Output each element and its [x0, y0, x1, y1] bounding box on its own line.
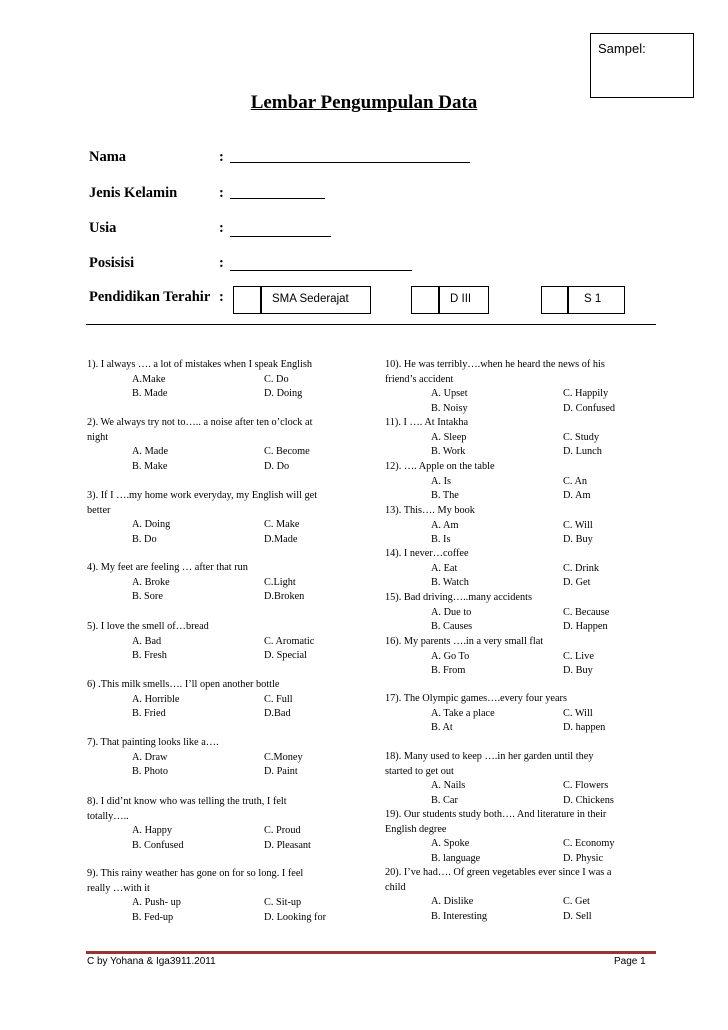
answer-option[interactable]: A. Doing [132, 519, 171, 530]
answer-option[interactable]: D. Get [563, 577, 591, 588]
field-colon-usia: : [219, 220, 224, 236]
answer-option[interactable]: B. Is [431, 534, 451, 545]
field-label-posisisi: Posisisi [89, 255, 135, 271]
question-text: 5). I love the smell of…bread [87, 621, 209, 632]
answer-option[interactable]: C.Money [264, 751, 303, 763]
answer-option[interactable]: B. Car [431, 794, 458, 806]
answer-option[interactable]: D. Paint [264, 766, 298, 777]
answer-option[interactable]: B. Noisy [431, 402, 468, 414]
field-label-usia: Usia [89, 220, 117, 236]
answer-option[interactable]: C. Because [563, 606, 610, 618]
answer-option[interactable]: B. Fried [132, 708, 166, 719]
answer-option[interactable]: C.Light [264, 576, 296, 588]
answer-option[interactable]: A. Upset [431, 388, 468, 399]
answer-option[interactable]: B. Confused [132, 839, 184, 851]
answer-option[interactable]: C. Make [264, 519, 300, 530]
field-colon-posisisi: : [219, 255, 224, 271]
answer-option[interactable]: B. Do [132, 533, 157, 545]
usia-input-line[interactable] [230, 236, 331, 237]
answer-option[interactable]: A. Made [132, 446, 169, 457]
answer-option[interactable]: A. Push- up [132, 897, 181, 908]
field-label-jenis-kelamin: Jenis Kelamin [89, 185, 178, 201]
answer-option[interactable]: A. Nails [431, 780, 466, 791]
answer-option[interactable]: C. Do [264, 373, 289, 385]
answer-option[interactable]: A. Take a place [431, 707, 495, 719]
question-text: night [87, 431, 109, 443]
answer-option[interactable]: B. Watch [431, 577, 469, 588]
question-text: 19). Our students study both…. And literature in their [385, 809, 607, 820]
question-text: 17). The Olympic games….every four years [385, 693, 567, 704]
answer-option[interactable]: D. Do [264, 460, 290, 472]
footer-credit: C by Yohana & Iga3911.2011 [87, 956, 216, 967]
answer-option[interactable]: C. Aromatic [264, 635, 315, 647]
answer-option[interactable]: B. From [431, 665, 466, 676]
answer-option[interactable]: D.Broken [264, 591, 305, 602]
answer-option[interactable]: B. The [431, 490, 459, 501]
answer-option[interactable]: B. Fed-up [132, 911, 174, 923]
question-text: 11). I …. At Intakha [385, 417, 469, 428]
answer-option[interactable]: A. Spoke [431, 838, 470, 849]
question-text: 7). That painting looks like a…. [87, 737, 219, 748]
answer-option[interactable]: B. Interesting [431, 910, 488, 922]
question-text: 2). We always try not to….. a noise after ten o’clock at [87, 417, 313, 428]
checkbox-d3[interactable] [411, 286, 439, 314]
question-text: 3). If I ….my home work everyday, my English will get [87, 490, 318, 501]
answer-option[interactable]: D. Special [264, 650, 307, 661]
page-title: Lembar Pengumpulan Data [250, 92, 478, 113]
question-text: 15). Bad driving…..many accidents [385, 592, 532, 603]
answer-option[interactable]: C. Flowers [563, 780, 609, 791]
answer-option[interactable]: B. Make [132, 460, 168, 472]
answer-option[interactable]: D. Confused [563, 402, 616, 414]
question-text: 16). My parents ….in a very small flat [385, 636, 544, 647]
answer-option[interactable]: A. Bad [132, 635, 162, 647]
option-label-s1: S 1 [584, 293, 602, 305]
answer-option[interactable]: A. Am [431, 519, 459, 531]
answer-option[interactable]: B. Fresh [132, 650, 167, 661]
answer-option[interactable]: A. Due to [431, 606, 472, 618]
question-text: better [87, 504, 111, 516]
footer-line [86, 951, 656, 954]
answer-option[interactable]: A. Dislike [431, 896, 474, 907]
answer-option[interactable]: D.Bad [264, 708, 291, 719]
question-text: 1). I always …. a lot of mistakes when I speak English [87, 359, 313, 370]
answer-option[interactable]: D. Sell [563, 910, 592, 922]
answer-option[interactable]: B. Causes [431, 621, 473, 632]
question-text: 8). I did’nt know who was telling the truth, I felt [87, 796, 287, 807]
answer-option[interactable]: A. Happy [132, 825, 173, 836]
answer-option[interactable]: C. Live [563, 650, 594, 662]
answer-option[interactable]: C. An [563, 475, 588, 487]
answer-option[interactable]: A. Draw [132, 751, 168, 763]
answer-option[interactable]: C. Become [264, 446, 310, 457]
answer-option[interactable]: D. Lunch [563, 446, 602, 457]
answer-option[interactable]: C. Sit-up [264, 897, 302, 908]
answer-option[interactable]: D. Am [563, 490, 591, 501]
footer-page-number: Page 1 [614, 956, 646, 967]
answer-option[interactable]: A.Make [132, 373, 166, 385]
answer-option[interactable]: B. Photo [132, 766, 169, 777]
answer-option[interactable]: A. Go To [431, 650, 470, 662]
answer-option[interactable]: D. Buy [563, 534, 593, 545]
question-text: English degree [385, 823, 447, 835]
answer-option[interactable]: D. Chickens [563, 794, 614, 806]
question-text: friend’s accident [385, 373, 454, 385]
posisisi-input-line[interactable] [230, 270, 412, 271]
question-text: 20). I’ve had…. Of green vegetables ever since I was a [385, 867, 612, 878]
answer-option[interactable]: B. Sore [132, 591, 163, 602]
answer-option[interactable]: C. Full [264, 693, 293, 705]
option-label-d3: D III [450, 293, 472, 305]
answer-option[interactable]: A. Broke [132, 576, 170, 588]
question-text: started to get out [385, 765, 454, 777]
answer-option[interactable]: D. Doing [264, 388, 303, 399]
answer-option[interactable]: C. Proud [264, 825, 301, 836]
answer-option[interactable]: B. language [431, 852, 481, 864]
question-text: 9). This rainy weather has gone on for so long. I feel [87, 868, 304, 879]
answer-option[interactable]: D. Happen [563, 621, 608, 632]
question-text: 12). …. Apple on the table [385, 461, 495, 472]
answer-option[interactable]: A. Eat [431, 562, 458, 574]
question-text: 13). This…. My book [385, 505, 475, 516]
question-text: totally….. [87, 810, 129, 822]
option-label-sma: SMA Sederajat [272, 293, 349, 305]
answer-option[interactable]: D.Made [264, 533, 298, 545]
answer-option[interactable]: D. Buy [563, 665, 593, 676]
checkbox-s1[interactable] [541, 286, 568, 314]
answer-option[interactable]: C. Study [563, 431, 600, 443]
field-colon-pendidikan: : [219, 289, 224, 305]
question-text: 4). My feet are feeling … after that run [87, 562, 248, 573]
answer-option[interactable]: D. Looking for [264, 911, 327, 923]
answer-option[interactable]: C. Get [563, 896, 590, 907]
answer-option[interactable]: C. Economy [563, 838, 615, 849]
answer-option[interactable]: C. Drink [563, 562, 600, 574]
answer-option[interactable]: B. Work [431, 446, 466, 457]
field-colon-jenis-kelamin: : [219, 185, 224, 201]
answer-option[interactable]: D. Pleasant [264, 839, 311, 851]
field-label-pendidikan: Pendidikan Terahir [89, 289, 211, 305]
answer-option[interactable]: D. happen [563, 722, 606, 733]
answer-option[interactable]: A. Horrible [132, 693, 180, 705]
question-text: 10). He was terribly….when he heard the news of his [385, 359, 605, 370]
sampel-label: Sampel: [598, 41, 646, 56]
answer-option[interactable]: B. At [431, 722, 453, 733]
field-label-nama: Nama [89, 149, 127, 165]
answer-option[interactable]: C. Happily [563, 388, 609, 399]
question-text: really …with it [87, 882, 150, 894]
jenis-kelamin-input-line[interactable] [230, 198, 325, 199]
checkbox-sma[interactable] [233, 286, 261, 314]
answer-option[interactable]: D. Physic [563, 852, 604, 864]
answer-option[interactable]: C. Will [563, 519, 593, 531]
answer-option[interactable]: B. Made [132, 388, 168, 399]
answer-option[interactable]: A. Sleep [431, 431, 467, 443]
nama-input-line[interactable] [230, 162, 470, 163]
answer-option[interactable]: A. Is [431, 475, 452, 487]
question-text: 6) .This milk smells…. I’ll open another bottle [87, 679, 280, 690]
question-text: child [385, 881, 406, 893]
answer-option[interactable]: C. Will [563, 707, 593, 719]
field-colon-nama: : [219, 149, 224, 165]
question-text: 18). Many used to keep ….in her garden until they [385, 751, 594, 762]
question-text: 14). I never…coffee [385, 548, 469, 559]
section-divider [86, 324, 656, 325]
